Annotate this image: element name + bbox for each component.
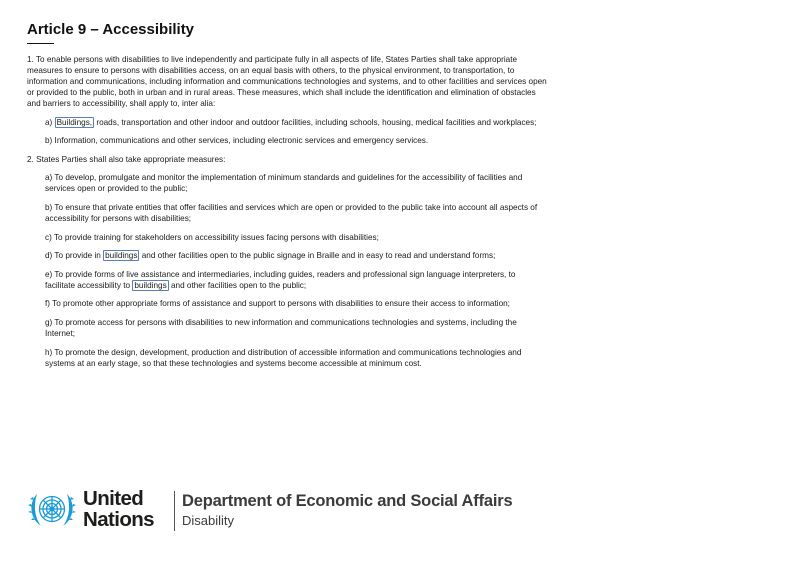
paragraph-2g: g) To promote access for persons with disabilities to new information and communications technologies and systems, including the Internet;: [45, 317, 517, 338]
article-title: Article 9 – Accessibility: [27, 21, 195, 38]
paragraph-2f: f) To promote other appropriate forms of assistance and support to persons with disabilities to ensure their access to information;: [45, 299, 510, 309]
paragraph-2c: c) To provide training for stakeholders on accessibility issues facing persons with disabilities;: [45, 232, 379, 242]
paragraph-2d: [45, 250, 547, 261]
paragraph-1a-suffix: roads, transportation and other indoor and outdoor facilities, including schools, housing, medical facilities and workplaces;: [94, 117, 537, 127]
paragraph-2d-suffix: and other facilities open to the public signage in Braille and in easy to read and understand forms;: [139, 251, 496, 261]
paragraph-2: 2. States Parties shall also take appropriate measures:: [27, 154, 226, 164]
paragraph-2a: a) To develop, promulgate and monitor the implementation of minimum standards and guidelines for the accessibility of facilities and services open or provided to the public;: [45, 173, 523, 194]
title-underline: [27, 43, 54, 44]
paragraph-2b: b) To ensure that private entities that offer facilities and services which are open or provided to the public take into account all aspects of accessibility for persons with disabilities;: [45, 202, 538, 223]
paragraph-2e: [45, 269, 547, 291]
department-name: Department of Economic and Social Affairs: [182, 492, 513, 510]
division-name: Disability: [182, 513, 235, 528]
highlight-buildings: buildings: [105, 251, 138, 261]
paragraph-1a-prefix: a): [45, 117, 55, 127]
un-emblem-icon: [26, 488, 78, 532]
paragraph-2e-prefix: e) To provide forms of live assistance and intermediaries, including guides, readers and professional sign language interpreters, to facilitate accessibility to: [45, 269, 516, 290]
un-wordmark: [83, 489, 154, 530]
un-wordmark-line1: United: [83, 487, 144, 510]
footer-divider: [174, 491, 175, 531]
un-wordmark-line2: Nations: [83, 507, 154, 531]
highlight-buildings: buildings: [134, 280, 167, 290]
article-body: [27, 54, 547, 376]
paragraph-1b: b) Information, communications and other services, including electronic services and emergency services.: [45, 136, 429, 146]
paragraph-1: 1. To enable persons with disabilities to live independently and participate fully in all aspects of life, States Parties shall take appropriate measures to ensure to persons with disabilities access, on an equal basis with others, to the physical environment, to transportation, to information and communications, including information and communications technologies and systems, and to other facilities and services open or provided to the public, both in urban and in rural areas. These measures, which shall include the identification and elimination of obstacles and barriers to accessibility, shall apply to, inter alia:: [27, 55, 547, 108]
paragraph-1a: [45, 117, 547, 128]
paragraph-2h: h) To promote the design, development, production and distribution of accessible information and communications technologies and systems at an early stage, so that these technologies and systems become accessible at minimum cost.: [45, 347, 522, 368]
highlight-buildings: Buildings,: [56, 117, 93, 127]
paragraph-2e-suffix: and other facilities open to the public;: [168, 280, 307, 290]
paragraph-2d-prefix: d) To provide in: [45, 251, 104, 261]
